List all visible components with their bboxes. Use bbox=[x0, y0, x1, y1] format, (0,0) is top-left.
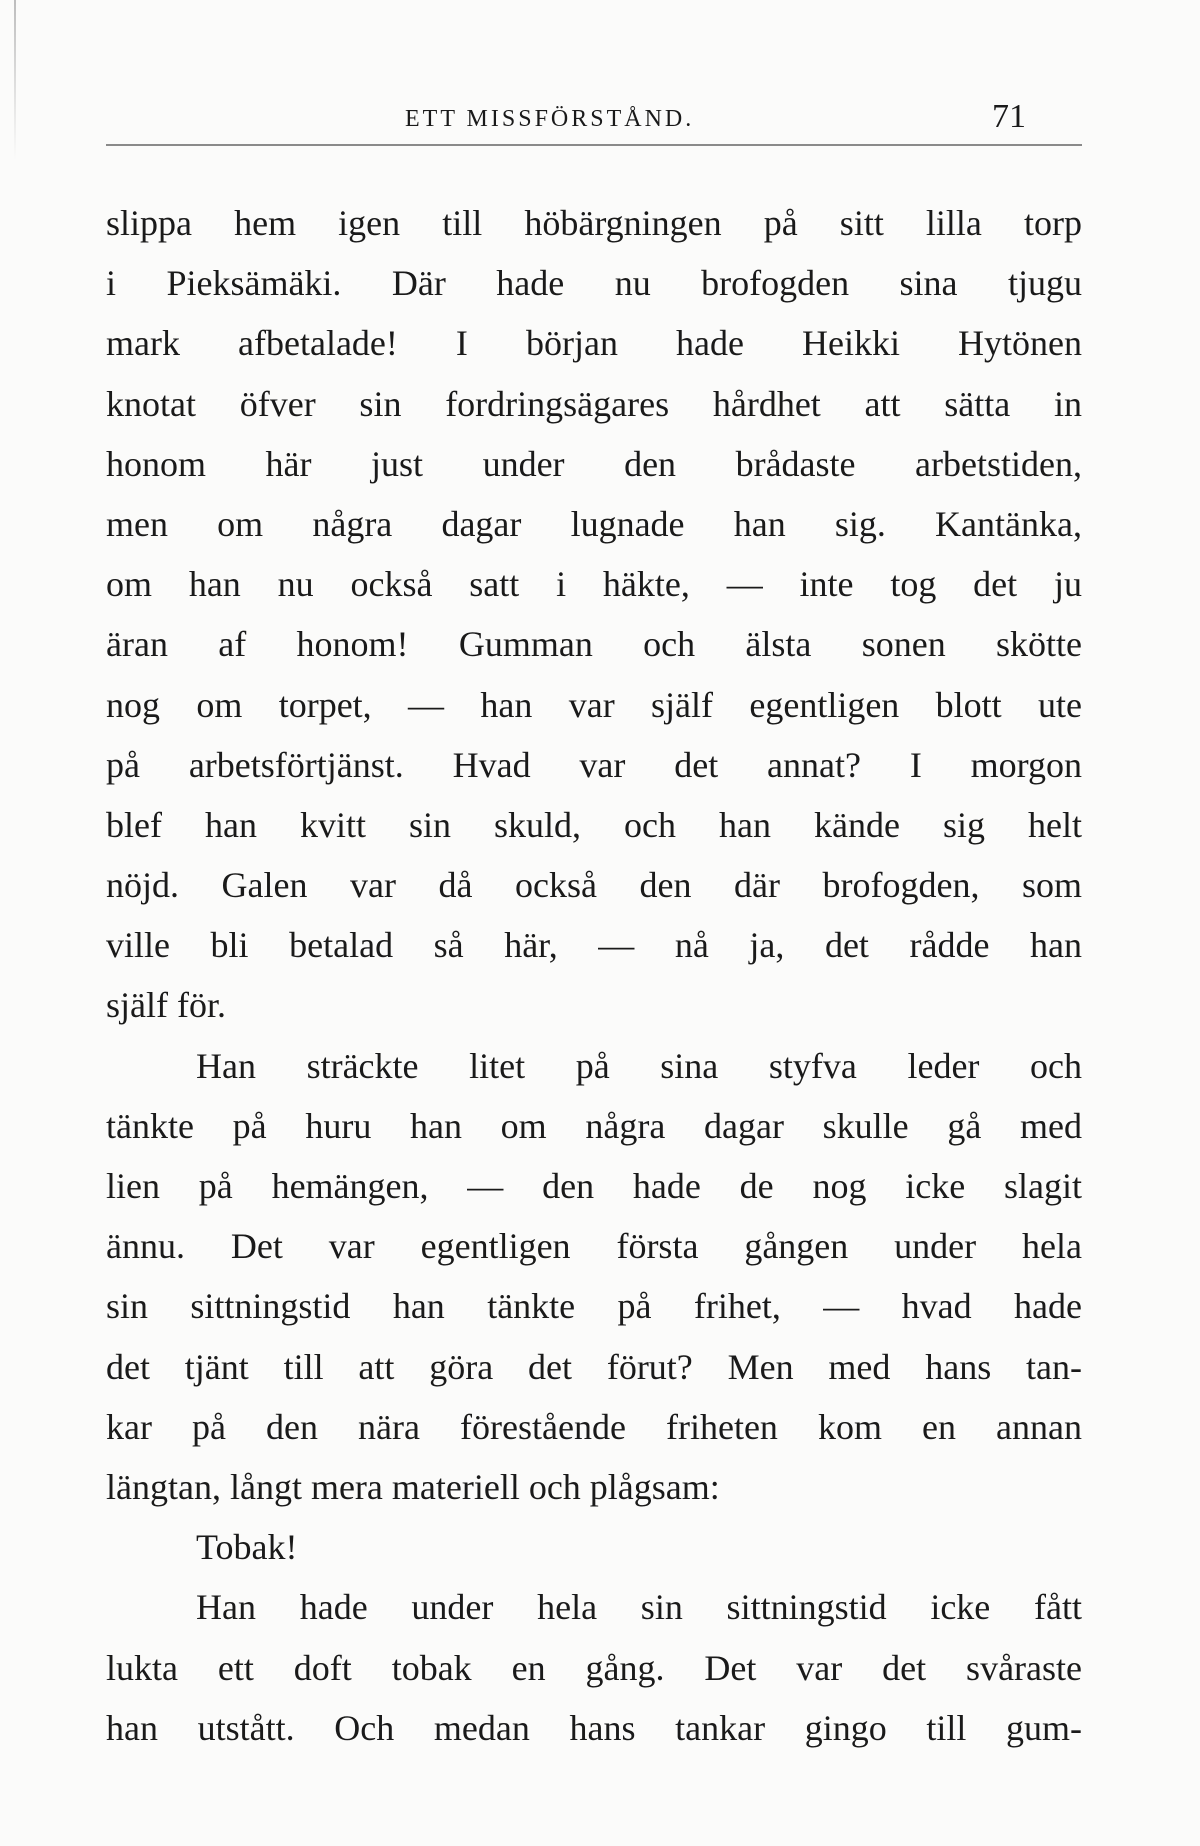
text-line: själf för. bbox=[106, 985, 226, 1026]
header-rule bbox=[106, 144, 1082, 146]
body-text bbox=[106, 193, 1082, 1758]
page-header bbox=[106, 88, 1082, 152]
text-line: på arbetsförtjänst. Hvad var det annat? I morgon bbox=[106, 744, 1082, 785]
text-line: Han hade under hela sin sittningstid icke fått bbox=[196, 1587, 1082, 1628]
text-line: honom här just under den brådaste arbetstiden, bbox=[106, 443, 1082, 484]
text-line: mark afbetalade! I början hade Heikki Hytönen bbox=[106, 323, 1082, 364]
text-line: Han sträckte litet på sina styfva leder och bbox=[196, 1045, 1082, 1086]
text-line: om han nu också satt i häkte, — inte tog det ju bbox=[106, 564, 1082, 605]
text-line: äran af honom! Gumman och älsta sonen skötte bbox=[106, 624, 1082, 665]
text-line: tänkte på huru han om några dagar skulle gå med bbox=[106, 1105, 1082, 1146]
text-line: knotat öfver sin fordringsägares hårdhet att sätta in bbox=[106, 383, 1082, 424]
text-line: lukta ett doft tobak en gång. Det var det svåraste bbox=[106, 1647, 1082, 1688]
text-line: lien på hemängen, — den hade de nog icke slagit bbox=[106, 1166, 1082, 1206]
text-line: i Pieksämäki. Där hade nu brofogden sina tjugu bbox=[106, 263, 1082, 304]
text-line: längtan, långt mera materiell och plågsam: bbox=[106, 1466, 720, 1507]
text-line: men om några dagar lugnade han sig. Kantänka, bbox=[106, 503, 1082, 544]
page-edge-shadow bbox=[14, 0, 16, 160]
text-line: nog om torpet, — han var själf egentligen blott ute bbox=[106, 684, 1082, 725]
text-line: sin sittningstid han tänkte på frihet, — hvad hade bbox=[106, 1286, 1082, 1327]
text-line: Tobak! bbox=[196, 1527, 298, 1568]
text-line: ville bli betalad så här, — nå ja, det rådde han bbox=[106, 925, 1082, 966]
running-head: ETT MISSFÖRSTÅND. bbox=[405, 106, 695, 132]
text-line: kar på den nära förestående friheten kom en annan bbox=[106, 1406, 1082, 1447]
text-line: han utstått. Och medan hans tankar gingo till gum- bbox=[106, 1707, 1082, 1748]
text-line: ännu. Det var egentligen första gången under hela bbox=[106, 1226, 1082, 1267]
text-line: det tjänt till att göra det förut? Men med hans tan- bbox=[106, 1346, 1082, 1387]
text-line: blef han kvitt sin skuld, och han kände sig helt bbox=[106, 804, 1082, 845]
text-line: nöjd. Galen var då också den där brofogden, som bbox=[106, 865, 1082, 906]
page-number: 71 bbox=[992, 98, 1026, 135]
text-line: slippa hem igen till höbärgningen på sitt lilla torp bbox=[106, 203, 1082, 243]
